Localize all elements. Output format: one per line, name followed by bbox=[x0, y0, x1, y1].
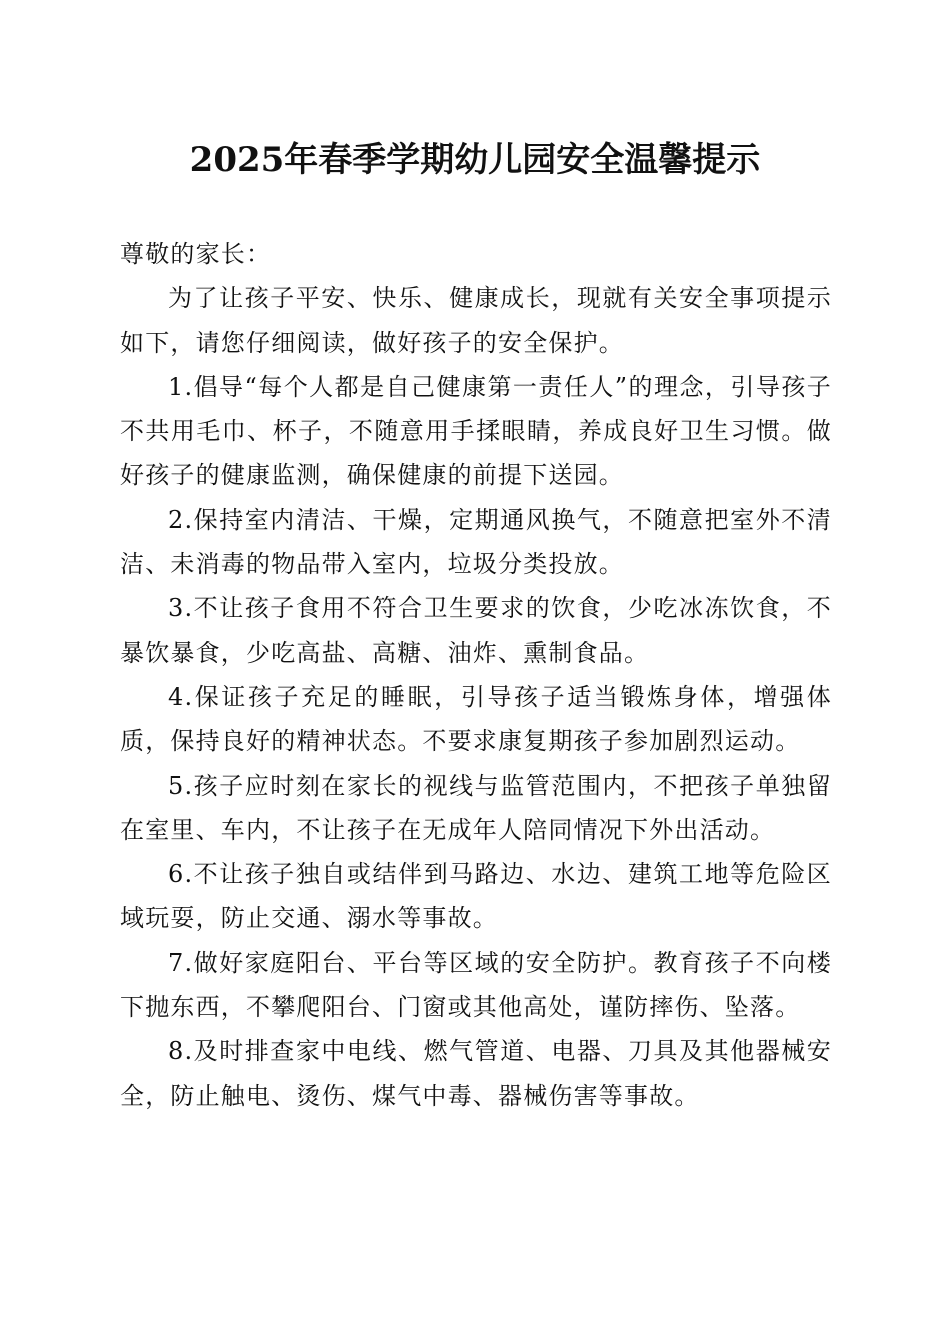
tip-paragraph-4: 4.保证孩子充足的睡眠，引导孩子适当锻炼身体，增强体质，保持良好的精神状态。不要求康复期孩子参加剧烈运动。 bbox=[120, 682, 832, 756]
tip-paragraph-5: 5.孩子应时刻在家长的视线与监管范围内，不把孩子单独留在室里、车内，不让孩子在无成年人陪同情况下外出活动。 bbox=[120, 771, 832, 844]
tip-paragraph-2: 2.保持室内清洁、干燥，定期通风换气，不随意把室外不清洁、未消毒的物品带入室内，垃圾分类投放。 bbox=[120, 505, 832, 579]
tip-paragraph-6: 6.不让孩子独自或结伴到马路边、水边、建筑工地等危险区域玩耍，防止交通、溺水等事故。 bbox=[120, 860, 832, 933]
tip-paragraph-8: 8.及时排查家中电线、燃气管道、电器、刀具及其他器械安全，防止触电、烫伤、煤气中毒、器械伤害等事故。 bbox=[120, 1037, 832, 1110]
tip-paragraph-1: 1.倡导“每个人都是自己健康第一责任人”的理念，引导孩子不共用毛巾、杯子，不随意用手揉眼睛，养成良好卫生习惯。做好孩子的健康监测，确保健康的前提下送园。 bbox=[120, 372, 832, 490]
intro-paragraph: 为了让孩子平安、快乐、健康成长，现就有关安全事项提示如下，请您仔细阅读，做好孩子的安全保护。 bbox=[120, 284, 832, 357]
tip-paragraph-3: 3.不让孩子食用不符合卫生要求的饮食，少吃冰冻饮食，不暴饮暴食，少吃高盐、高糖、油炸、熏制食品。 bbox=[120, 594, 832, 667]
tip-paragraph-7: 7.做好家庭阳台、平台等区域的安全防护。教育孩子不向楼下抛东西，不攀爬阳台、门窗或其他高处，谨防摔伤、坠落。 bbox=[120, 948, 832, 1022]
document-body bbox=[120, 232, 832, 1118]
salutation: 尊敬的家长： bbox=[120, 240, 272, 268]
document-title: 2025年春季学期幼儿园安全温馨提示 bbox=[189, 140, 761, 180]
